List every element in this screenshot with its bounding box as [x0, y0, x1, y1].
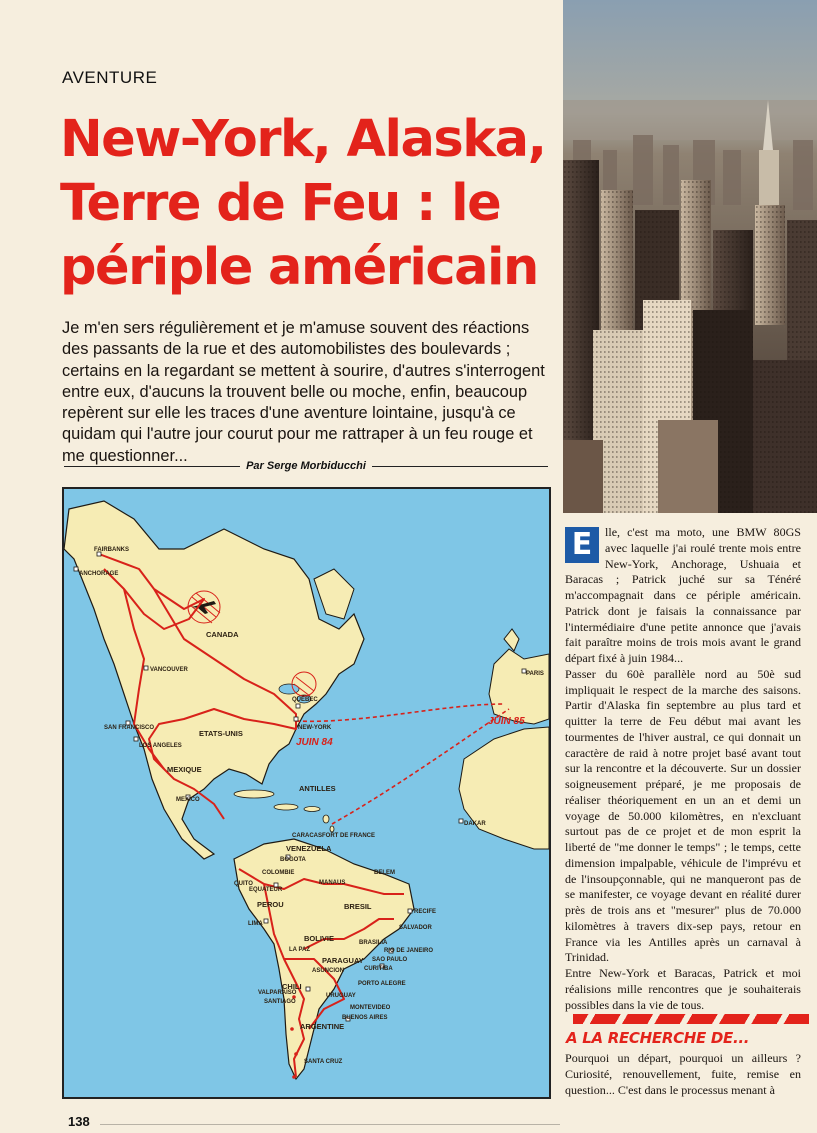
new-york-skyline-photo [563, 0, 817, 513]
map-label-argentine: ARGENTINE [300, 1022, 345, 1031]
europe-landmass [489, 649, 549, 724]
byline-rule-right [372, 466, 548, 467]
map-label-antilles: ANTILLES [299, 784, 336, 793]
page-number: 138 [68, 1114, 90, 1129]
map-label-lima: LIMA [248, 921, 263, 927]
route-transatlantic-outbound [296, 704, 504, 721]
section-label: AVENTURE [62, 68, 158, 87]
africa-landmass [459, 727, 549, 849]
map-label-montevideo: MONTEVIDEO [350, 1005, 391, 1011]
map-label-perou: PEROU [257, 900, 284, 909]
map-label-sao-paulo: SAO PAULO [372, 957, 408, 963]
map-label-venezuela: VENEZUELA [286, 844, 332, 853]
map-label-fort-de-france: FORT DE FRANCE [322, 833, 375, 839]
article-paragraph-2: Passer du 60è parallèle nord au 50è sud impliquait le respect de la marche des saisons. Partir d'Alaska fin septembre au plus tard et quitter la terre de Feu début mai avant les tourmentes de l'hiver austral, ce qui donnait un caractère de raid à notre projet basé avant tout sur la rencontre et la découverte. Sur un dossier soigneusement préparé, je me proposais de réaliser théoriquement en un an et demi un voyage de 50.000 kilomètres, en n'excluant surtout pas de ce projet et de mon esprit la liberté de "me donner le temps" ; le temps, cette dimension impalpable, véhicule de l'imprévu et de l'insoupçonnable, qui ne manqueront pas de se manifester, ce voyage devant en réalité durer près de trois ans et "mesurer" plus de 70.000 kilomètres à travers dix-sep pays, retour en France via les Antilles après un carnaval à Trinidad. [565, 666, 801, 965]
map-label-belem: BELEM [374, 870, 395, 876]
byline-row [64, 457, 548, 475]
map-label-paris: PARIS [526, 671, 544, 677]
bleed-through-text [230, 40, 238, 74]
article-body [565, 525, 801, 1013]
map-label-la-paz: LA PAZ [289, 947, 310, 953]
map-label-bresil: BRESIL [344, 902, 372, 911]
route-map [62, 487, 551, 1099]
map-label-anchorage: ANCHORAGE [79, 571, 119, 577]
lede: Je m'en sers régulièrement et je m'amuse souvent des réactions des passants de la rue et des automobilistes des boulevards ; certains en la regardant se mettent à sourire, d'autres s'interrogent entre eux, d'aucuns la trouvent belle ou moche, enfin, beaucoup repèrent sur elle les traces d'une aventure lointaine, jusqu'à ce quidam qui l'autre jour courut pour me rattraper à un feu rouge et me questionner... [62, 319, 545, 465]
map-label-salvador: SALVADOR [399, 925, 432, 931]
decorative-stripes [573, 1014, 809, 1024]
map-label-san-francisco: SAN FRANCISCO [104, 725, 155, 731]
map-label-new-york: NEW-YORK [298, 725, 332, 731]
map-label-fairbanks: FAIRBANKS [94, 547, 130, 553]
map-label-asuncion: ASUNCION [312, 968, 345, 974]
headline: New-York, Alaska, Terre de Feu : le périple américain [60, 110, 546, 297]
article-continuation: Pourquoi un départ, pourquoi un ailleurs ? Curiosité, renouvellement, fuite, remise en question... C'est dans le processus menant à [565, 1051, 801, 1097]
map-label-dakar: DAKAR [464, 821, 486, 827]
map-label-vancouver: VANCOUVER [150, 667, 188, 673]
footer-rule [100, 1124, 560, 1125]
map-label-santa-cruz: SANTA CRUZ [304, 1059, 343, 1065]
byline-rule-left [64, 466, 240, 467]
map-label-rio: RIO DE JANEIRO [384, 948, 434, 954]
map-label-paraguay: PARAGUAY [322, 956, 364, 965]
map-label-mexique: MEXIQUE [167, 765, 202, 774]
map-label-juin-85: JUIN 85 [488, 716, 525, 727]
map-label-equateur: EQUATEUR [249, 887, 283, 893]
drop-cap: E [565, 527, 599, 563]
map-label-juin-84: JUIN 84 [296, 737, 333, 748]
map-label-valparaiso: VALPARAISO [258, 990, 297, 996]
subhead: A LA RECHERCHE DE... [566, 1029, 750, 1047]
map-label-bolivie: BOLIVIE [304, 934, 335, 943]
map-label-recife: RECIFE [414, 909, 437, 915]
map-label-etats-unis: ETATS-UNIS [199, 729, 243, 738]
map-label-uruguay: URUGUAY [326, 993, 356, 999]
map-label-quito: QUITO [234, 881, 253, 887]
map-label-mexico: MEXICO [176, 797, 200, 803]
map-label-colombie: COLOMBIE [262, 870, 295, 876]
map-label-porto-alegre: PORTO ALEGRE [358, 981, 406, 987]
map-label-bogota: BOGOTA [280, 857, 306, 863]
map-label-chili: CHILI [282, 982, 302, 991]
map-label-brasilia: BRASILIA [359, 940, 388, 946]
map-label-curitiba: CURITIBA [364, 966, 393, 972]
map-label-quebec: QUÉBEC [292, 697, 318, 703]
map-label-los-angeles: LOS ANGELES [139, 743, 182, 749]
map-label-santiago: SANTIAGO [264, 999, 296, 1005]
article-paragraph-3: Entre New-York et Baracas, Patrick et moi réalisions mille rencontres que je souhaiterais possibles dans la vie de tous. [565, 966, 801, 1012]
map-label-buenos-aires: BUENOS AIRES [342, 1015, 388, 1021]
article-paragraph-1: lle, c'est ma moto, une BMW 80GS avec laquelle j'ai roulé trente mois entre New-York, Anchorage, Ushuaia et Baracas ; Patrick juché sur sa Ténéré m'accompagnait dans ce périple américain. Patrick dont je faisais la connaissance par l'intermédiaire d'une petite annonce que j'avais fait paraître moins de trois mois avant le grand départ fixé à juin 1984... [565, 525, 801, 665]
byline: Par Serge Morbiducchi [246, 460, 366, 472]
map-label-canada: CANADA [206, 630, 239, 639]
map-label-manaus: MANAUS [319, 880, 346, 886]
map-label-caracas: CARACAS [292, 833, 322, 839]
